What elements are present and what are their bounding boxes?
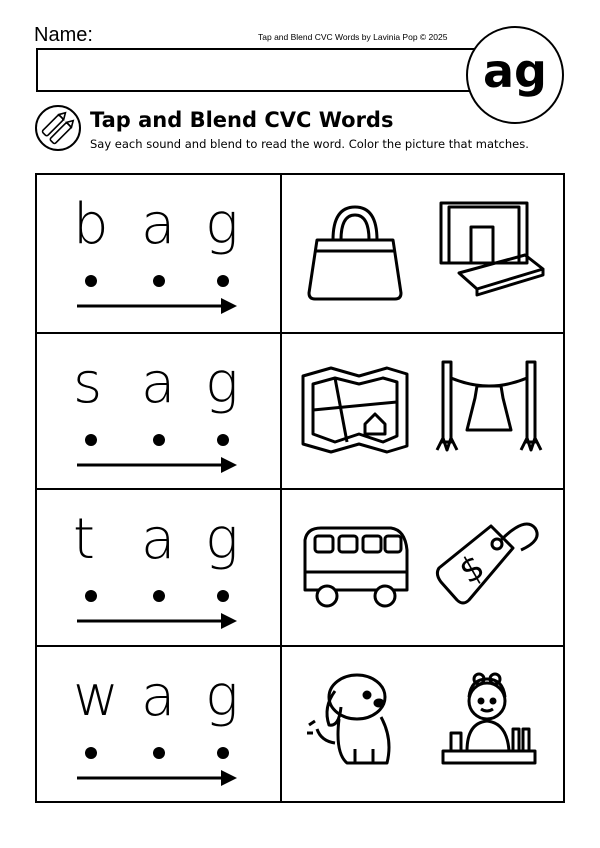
tap-dot[interactable] xyxy=(85,747,97,759)
name-field[interactable] xyxy=(36,48,506,92)
sound-letter: w xyxy=(73,663,119,729)
blend-arrow-icon xyxy=(77,767,237,789)
word-row xyxy=(37,488,563,647)
price-tag-icon[interactable] xyxy=(429,510,549,620)
sound-letter: a xyxy=(141,192,176,257)
word-family-badge: ag xyxy=(466,26,564,124)
tap-dot[interactable] xyxy=(153,590,165,602)
tap-dot[interactable] xyxy=(217,590,229,602)
tap-dot[interactable] xyxy=(217,434,229,446)
sound-letter: b xyxy=(73,192,109,257)
tap-dot[interactable] xyxy=(153,747,165,759)
sound-letter: g xyxy=(205,350,239,416)
handbag-icon[interactable] xyxy=(295,195,415,305)
word-row xyxy=(37,175,563,332)
sound-letter: a xyxy=(141,507,176,572)
tap-dot[interactable] xyxy=(85,275,97,287)
blend-arrow-icon xyxy=(77,610,237,632)
sound-letter: g xyxy=(205,663,239,729)
door-mat-icon[interactable] xyxy=(429,195,549,305)
blend-arrow-icon xyxy=(77,295,237,317)
scientist-girl-icon[interactable] xyxy=(429,667,549,777)
clothesline-icon[interactable] xyxy=(429,354,549,464)
worksheet-grid xyxy=(35,173,565,803)
blend-arrow-icon xyxy=(77,454,237,476)
sound-letter: g xyxy=(205,507,239,572)
credit-text: Tap and Blend CVC Words by Lavinia Pop © 2025 xyxy=(258,32,448,42)
sound-letter: t xyxy=(73,507,95,572)
tap-dot[interactable] xyxy=(153,275,165,287)
tap-dot[interactable] xyxy=(217,747,229,759)
sound-letter: a xyxy=(141,663,176,729)
name-label: Name: xyxy=(34,24,93,46)
tap-dot[interactable] xyxy=(85,590,97,602)
word-row xyxy=(37,332,563,491)
svg-text:$: $ xyxy=(452,546,492,593)
worksheet-subtitle: Say each sound and blend to read the word. Color the picture that matches. xyxy=(90,137,529,151)
worksheet-title: Tap and Blend CVC Words xyxy=(90,108,394,132)
map-icon[interactable] xyxy=(295,354,415,464)
van-icon[interactable] xyxy=(295,510,415,620)
sound-letter: a xyxy=(141,350,176,416)
puppy-icon[interactable] xyxy=(295,667,415,777)
sound-letter: s xyxy=(73,350,103,416)
word-row xyxy=(37,645,563,804)
tap-dot[interactable] xyxy=(217,275,229,287)
sound-letter: g xyxy=(205,192,239,257)
tap-dot[interactable] xyxy=(85,434,97,446)
tap-dot[interactable] xyxy=(153,434,165,446)
crayon-pencil-icon xyxy=(34,104,82,152)
